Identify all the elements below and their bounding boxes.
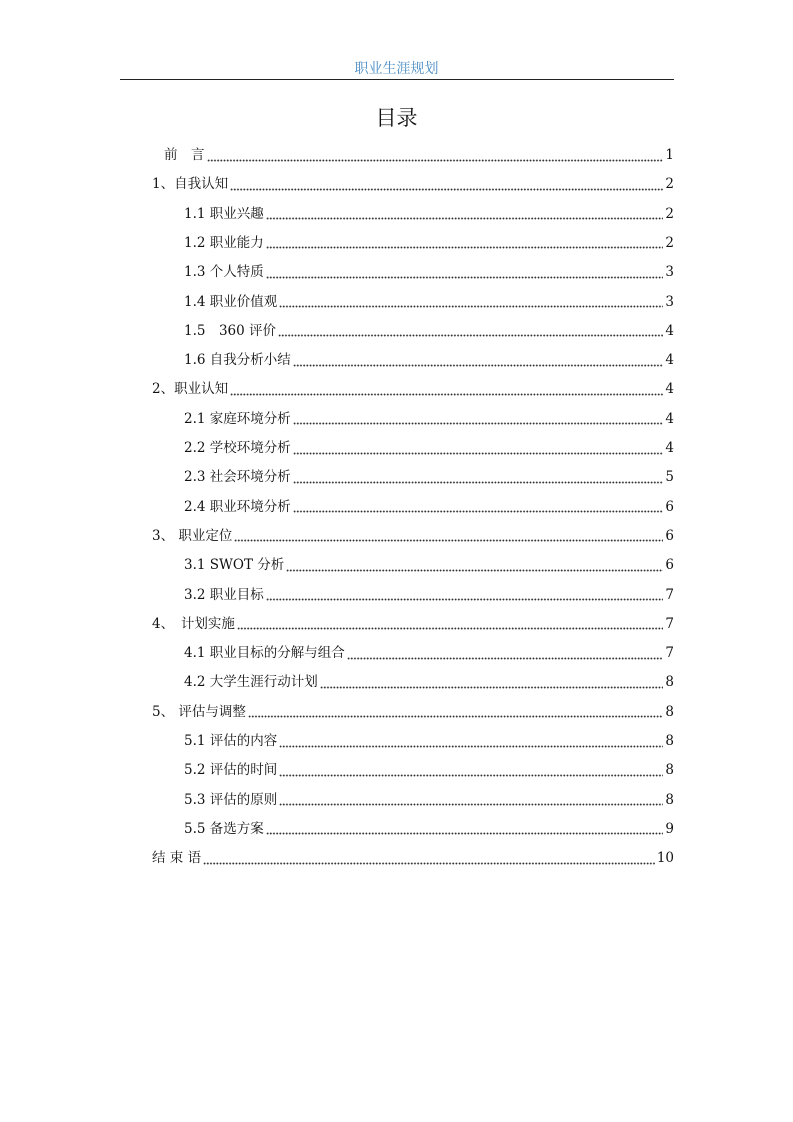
toc-dot-leader <box>278 322 663 340</box>
toc-entry-label: 前 言 <box>164 147 205 163</box>
toc-entry[interactable] <box>152 170 674 199</box>
toc-entry[interactable] <box>152 610 674 639</box>
toc-entry-page-number: 8 <box>665 703 674 720</box>
toc-entry[interactable] <box>184 727 674 756</box>
toc-entry[interactable] <box>184 405 674 434</box>
toc-entry-page-number: 9 <box>665 820 674 837</box>
toc-dot-leader <box>293 352 664 370</box>
toc-dot-leader <box>266 586 664 604</box>
toc-entry-page-number: 10 <box>656 850 674 867</box>
toc-entry-label: 5.1 评估的内容 <box>184 733 278 749</box>
toc-dot-leader <box>203 850 655 868</box>
toc-entry-page-number: 7 <box>665 615 674 632</box>
toc-entry-label: 2、职业认知 <box>152 381 229 398</box>
toc-dot-leader <box>293 440 664 458</box>
toc-entry-label: 2.4 职业环境分析 <box>184 498 291 515</box>
toc-entry-page-number: 4 <box>665 352 674 369</box>
running-header-title: 职业生涯规划 <box>354 61 439 77</box>
toc-entry-label: 1.4 职业价值观 <box>184 293 278 310</box>
toc-dot-leader <box>279 733 663 751</box>
toc-entry-page-number: 2 <box>665 205 674 222</box>
toc-entry-page-number: 8 <box>665 791 674 808</box>
toc-entry-label: 4.1 职业目标的分解与组合 <box>184 645 345 662</box>
toc-entry-page-number: 2 <box>665 234 674 251</box>
toc-title: 目录 <box>375 106 418 130</box>
toc-entry-label: 4、 计划实施 <box>152 615 235 632</box>
toc-entry[interactable] <box>184 581 674 610</box>
toc-entry[interactable] <box>184 434 674 463</box>
toc-entry-label: 1.1 职业兴趣 <box>184 205 264 222</box>
toc-dot-leader <box>237 615 664 633</box>
toc-dot-leader <box>207 147 664 165</box>
toc-entry-page-number: 4 <box>665 322 674 339</box>
toc-entry-label: 5、 评估与调整 <box>152 703 246 720</box>
toc-entry[interactable] <box>184 346 674 375</box>
toc-entry-page-number: 4 <box>665 381 674 398</box>
toc-dot-leader <box>293 498 664 516</box>
toc-dot-leader <box>230 176 663 194</box>
toc-dot-leader <box>286 557 663 575</box>
toc-entry-label: 2.1 家庭环境分析 <box>184 410 291 427</box>
toc-dot-leader <box>347 645 664 663</box>
toc-entry[interactable] <box>152 375 674 404</box>
toc-entry-label: 5.2 评估的时间 <box>184 762 278 779</box>
toc-entry-page-number: 8 <box>665 674 674 691</box>
toc-entry[interactable] <box>184 551 674 580</box>
toc-entry-label: 2.2 学校环境分析 <box>184 440 291 456</box>
toc-dot-leader <box>293 469 664 487</box>
toc-dot-leader <box>279 762 663 780</box>
toc-entry-label: 2.3 社会环境分析 <box>184 469 291 486</box>
toc-entry-page-number: 7 <box>665 586 674 603</box>
toc-entry[interactable] <box>184 200 674 229</box>
toc-entry-page-number: 5 <box>665 469 674 486</box>
toc-entry[interactable] <box>152 844 674 873</box>
toc-entry-label: 1.2 职业能力 <box>184 234 264 251</box>
toc-entry-page-number: 8 <box>665 762 674 779</box>
toc-entry[interactable] <box>184 317 674 346</box>
toc-entry-page-number: 8 <box>665 733 674 749</box>
toc-entry[interactable] <box>164 141 674 170</box>
toc-entry-label: 1.3 个人特质 <box>184 264 264 281</box>
toc-entry-page-number: 4 <box>665 440 674 456</box>
toc-dot-leader <box>266 205 664 223</box>
toc-entry[interactable] <box>184 229 674 258</box>
toc-entry-page-number: 2 <box>665 176 674 193</box>
toc-entry[interactable] <box>184 639 674 668</box>
toc-dot-leader <box>279 791 663 809</box>
toc-entry-page-number: 6 <box>665 498 674 515</box>
toc-entry-label: 5.5 备选方案 <box>184 820 264 837</box>
toc-entry-label: 结 束 语 <box>152 850 202 867</box>
toc-entry-page-number: 3 <box>665 264 674 281</box>
toc-entry-page-number: 6 <box>665 527 674 544</box>
toc-dot-leader <box>266 234 664 252</box>
toc-entry-label: 3、 职业定位 <box>152 527 233 544</box>
toc-entry-label: 1.5 360 评价 <box>184 322 277 339</box>
toc-entry[interactable] <box>184 815 674 844</box>
toc-entry-label: 4.2 大学生涯行动计划 <box>184 674 318 691</box>
toc-entry[interactable] <box>184 463 674 492</box>
toc-entry[interactable] <box>184 258 674 287</box>
toc-entry[interactable] <box>184 668 674 697</box>
toc-entry-page-number: 7 <box>665 645 674 662</box>
toc-entry-label: 3.1 SWOT 分析 <box>184 557 285 574</box>
toc-entry[interactable] <box>184 786 674 815</box>
toc-entry[interactable] <box>184 493 674 522</box>
toc-dot-leader <box>266 264 664 282</box>
toc-dot-leader <box>279 293 663 311</box>
toc-entry-page-number: 3 <box>665 293 674 310</box>
toc-dot-leader <box>248 703 664 721</box>
toc-entry-page-number: 6 <box>665 557 674 574</box>
toc-dot-leader <box>320 674 664 692</box>
toc-entry[interactable] <box>152 698 674 727</box>
toc-entry-label: 1.6 自我分析小结 <box>184 352 291 369</box>
toc-dot-leader <box>230 381 663 399</box>
toc-entry-page-number: 4 <box>665 410 674 427</box>
toc-entry-page-number: 1 <box>665 147 674 163</box>
toc-entry-label: 3.2 职业目标 <box>184 586 264 603</box>
toc-entry[interactable] <box>184 756 674 785</box>
toc-dot-leader <box>266 820 664 838</box>
header-divider <box>120 79 674 80</box>
toc-entry[interactable] <box>184 288 674 317</box>
toc-dot-leader <box>234 527 663 545</box>
toc-entry[interactable] <box>152 522 674 551</box>
toc-entry-label: 5.3 评估的原则 <box>184 791 278 808</box>
toc-dot-leader <box>293 410 664 428</box>
toc-entry-label: 1、自我认知 <box>152 176 229 193</box>
